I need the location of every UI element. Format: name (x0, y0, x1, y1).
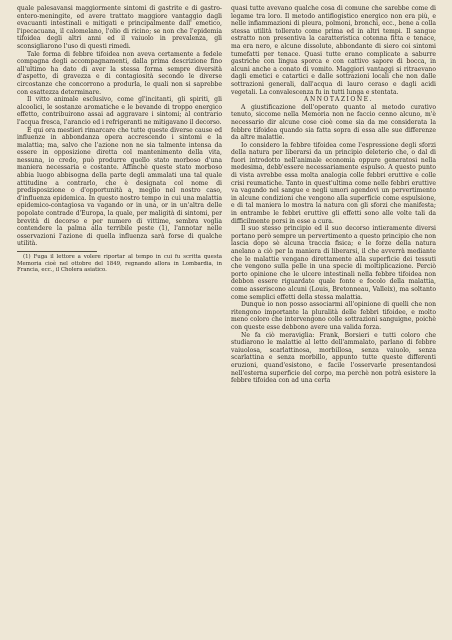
paragraph: Dunque io non posso associarmi all'opinione di quelli che non ritengono importante la pluralità delle febbri tifoidee, e molto meno coloro che intervengono colle sottrazioni sanguigne, poichè con queste esse debbono avere una valida forza. (231, 301, 436, 331)
paragraph: quale palesavansi maggiormente sintomi di gastrite e di gastro-entero-meningite, ed avere trattato maggiore vantaggio dagli evacuanti intestinali e mitigati e principalmente dall' emetico, l'ipecacuana, il calomelano, l'olio di ricino; se non che l'epidemia tifoidea degli altri anni ed il vaiuolo in prevalenza, gli sconsigliarono l'uso di questi rimedi. (17, 5, 222, 50)
paragraph: Il suo stesso principio ed il suo decorso intieramente diversi portano però sempre un pervertimento a questo principio che non lascia dopo sè alcuna traccia fisica; e le forze della natura anelano a ciò per la maniera di liberarsi, il che avverrà mediante che le malattie vengano direttamente alla superficie dei tessuti che vengono sulla pelle in una specie di moltiplicazione. Perciò porto opinione che le ulcere intestinali nella febbre tifoidea non debbon essere riguardate quale fonte e focolo della malattia, come asseriscono alcuni (Louis, Bretonneau, Valleix), ma soltanto come semplici effetti della stessa malattia. (231, 225, 436, 301)
paragraph: Io considero la febbre tifoidea come l'espressione degli sforzi della natura per liberarsi da un principio deleterio che, o dal di fuori introdotto nell'animale economia oppure generatosi nella medesima, debb'essere necessariamente espulso. A questo punto di vista avrebbe essa molta analogia colle febbri eruttive e colle crisi reumatiche. Tanto in quest'ultima come nelle febbri eruttive va vagando nel sangue e negli umori agendovi un pervertimento in alcune condizioni che vengono alla superficie come espulsione, e di tal maniera lo mostra la natura con gli sforzi che manifesta; in entrambe le febbri eruttive gli effetti sono alle volte tali da difficilmente porsi in esse a cura. (231, 141, 436, 225)
paragraph: È qui ora mestieri rimarcare che tutte queste diverse cause ed influenze in abbondanza opera accrescendo i sintomi e la malattia; ma, salvo che l'azione non ne sia talmente intensa da essere in opposizione diretta col mantenimento della vita, nessuna, io credo, può produrre quello stato morboso d'una maniera necessaria e costante. Affinchè queste stato morboso abbia luogo abbisogna della parte degli ammalati una tal quale attitudine a contrarlo, che è designata col nome di predisposizione o d'opportunità a, meglio nel nostro caso, d'influenza epidemica. In questo nostro tempo in cui una malattia epidemico-contagiosa va vagando or in una, or in un'altra delle popolate contrade d'Europa, la quale, per maligità di sintomi, per brevità di decorso e per numero di vittime, sembra voglia contendere la palma alla terribile peste (1), l'annotar nelle osservazioni l'azione di quella influenza sarà forse di qualche utilità. (17, 126, 222, 248)
paragraph: Tale forma di febbre tifoidea non aveva certamente a fedele compagna degli accompagnamenti, dalla prima descrizione fino all'ultimo ha dato di aver la stessa forma sempre diversità d'aspetto, di gravezza e di contagiosità secondo le diverse circostanze che concorrono a produrla, le quali non si saprebbe con esattezza determinare. (17, 50, 222, 96)
section-heading: ANNOTAZIONE. (304, 96, 373, 104)
paragraph: Ne fa ciò meraviglia: Frank, Borsieri e tutti coloro che studiarono le malattie al letto dell'ammalato, parlano di febbre vaiuolosa, scarlattinosa, morbillosa, senza vaiuolo, senza scarlattina e senza morbillo, appunto tutte queste differenti eruzioni, quand'esistono, e facile l'osservarle presentandosi nell'esterna superficie del corpo, ma perchè non potrà esistere la febbre tifoidea con ad una certa (231, 331, 436, 385)
paragraph: A giustificazione dell'operato quanto al metodo curativo tenuto, siccome nella Memoria non ne faccio cenno alcuno, m'è necessario dir alcune cose cioè come sia da me considerata la febbre tifoidea quando sia fatta sopra di essa alle sue differenze da altre malattie. (231, 103, 436, 142)
footnote (17, 254, 222, 274)
footnote-text: (1) Fuga il lettore a volere riportar al tempo in cui fu scritta questa Memoria cioè nel ottobre del 1849, regnando allora in Lombardia, in Francia, ecc., il Cholera asiatico. (17, 254, 222, 274)
right-column (231, 5, 436, 630)
paragraph: quasi tutte avevano qualche cosa di comune che sarebbe come di legame tra loro. Il metodo antiflogistico energico non era più, e nelle infiammazioni di pleura, polmoni, bronchi, ecc., bene a colla stessa utilità tollerato come prima ed in altri tempi. Il sangue estratto non presentiva la caratteristica cotenna fitta e tenace, ma era nero, e alcune dissolute, abbondante di siero coi sintomi tumefatti per tenace. Quasi tutte erano complicate a saburre gastriche con lingua sporca e con cattivo sapore di bocca, in alcuni anche a conato di vomito. Maggiori vantaggi si ritraevano dagli emetici e catartici e dalle sottrazioni locali che non dalle sottrazioni generali, dall'acqua di lauro ceraso e dagli acidi vegetali. La convalescenza fu in tutti lunga e stentata. (231, 5, 436, 96)
paragraph: Il vitto animale esclusivo, come gl'incitanti, gli spiriti, gli alcoolici, le sostanze aromatiche e le bevande di troppo energico effetto, contribuirono assai ad aggravare i sintomi; al contrario l'acqua fresca, l'arancio ed i refrigeranti ne mitigavano il decorso. (17, 96, 222, 126)
left-column (17, 5, 222, 630)
footnote-divider (17, 251, 97, 252)
